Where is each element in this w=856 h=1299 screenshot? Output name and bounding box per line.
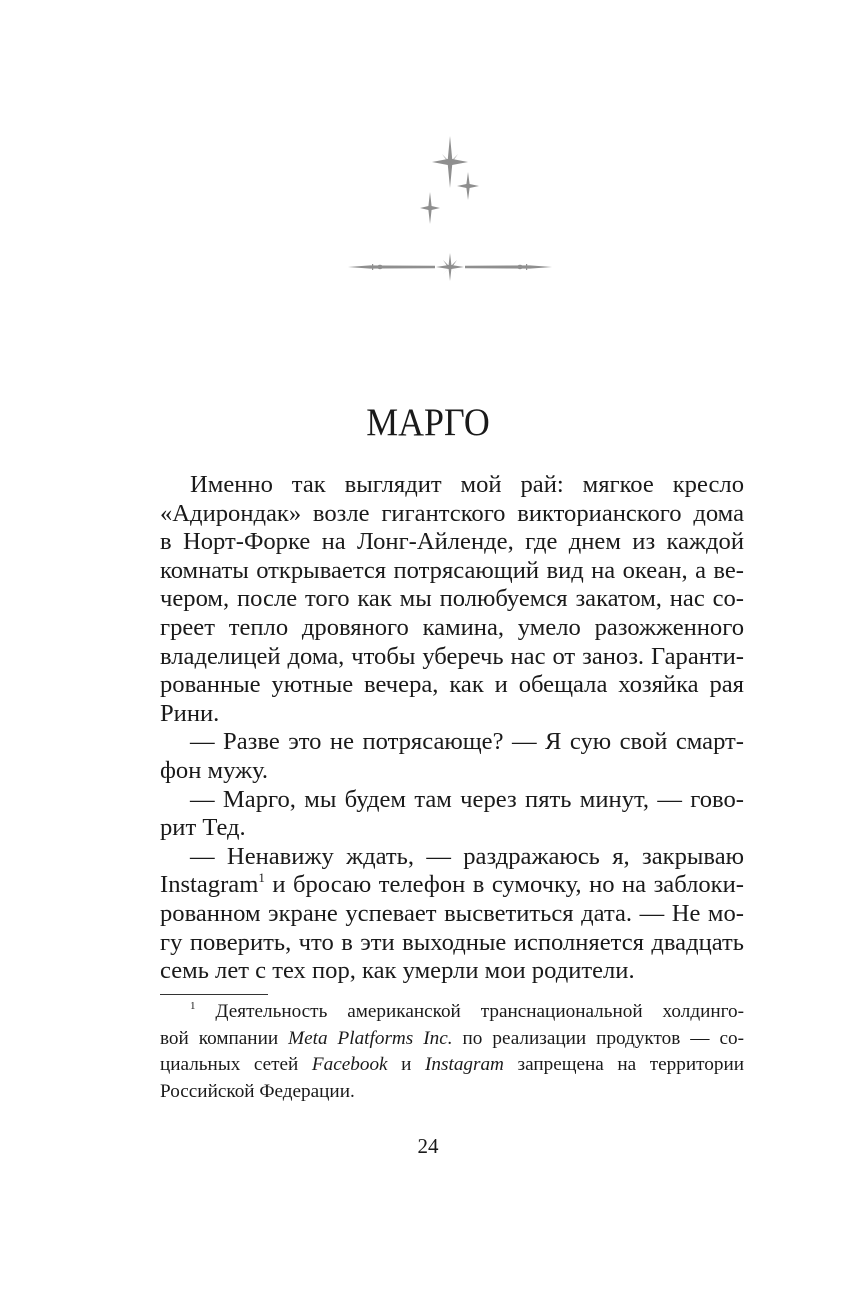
text-line: в Норт-Форке на Лонг-Айленде, где днем из каждой: [160, 528, 744, 556]
instagram-word: Instagram: [160, 871, 259, 899]
text-line: рованные уютные вечера, как и обещала хозяйка рая: [160, 671, 744, 699]
text-segment: запрещена на территории: [503, 1054, 744, 1075]
footnote-separator: [160, 994, 268, 995]
footnote-line: [160, 999, 744, 1026]
text-segment: и: [387, 1054, 426, 1075]
medium-star-icon: [457, 172, 479, 200]
footnote-line: [160, 1052, 744, 1079]
text-line: «Адирондак» возле гигантского викторианского дома: [160, 499, 744, 527]
paragraph-1: [160, 471, 744, 728]
footnote-marker[interactable]: 1: [258, 870, 265, 886]
text-line: — Ненавижу ждать, — раздражаюсь я, закрываю: [190, 842, 744, 870]
paragraph-3: [160, 786, 744, 843]
text-line: фон мужу.: [160, 756, 269, 784]
text-segment: циальных сетей: [160, 1054, 312, 1075]
text-line: чером, после того как мы полюбуемся закатом, нас со-: [160, 585, 744, 613]
text-line: Именно так выглядит мой рай: мягкое кресло: [190, 471, 744, 498]
company-name: Meta Platforms Inc.: [288, 1027, 453, 1049]
text-segment: Деятельность американской транснациональной холдинго-: [195, 1001, 744, 1022]
text-line: семь лет с тех пор, как умерли мои родители.: [160, 957, 635, 985]
body-text: [160, 471, 744, 986]
footnote-line: Российской Федерации.: [160, 1080, 355, 1102]
text-segment: вой компании: [160, 1027, 289, 1049]
text-line: греет тепло дровяного камина, умело разожженного: [160, 613, 744, 641]
footnote-number: 1: [190, 1000, 196, 1012]
text-line: рит Тед.: [160, 814, 246, 842]
paragraph-4: [160, 843, 744, 986]
product-name: Facebook: [311, 1054, 388, 1075]
chapter-title: МАРГО: [366, 401, 490, 444]
text-segment: и бросаю телефон в сумочку, но на заблоки-: [264, 871, 744, 899]
text-line: — Разве это не потрясающе? — Я сую свой смарт-: [190, 728, 744, 756]
page-number: 24: [417, 1134, 439, 1158]
text-line: комнаты открывается потрясающий вид на океан, а ве-: [160, 556, 744, 584]
text-line: — Марго, мы будем там через пять минут, — гово-: [190, 785, 744, 813]
large-star-icon: [432, 136, 468, 188]
small-star-icon: [420, 192, 440, 224]
footnote: [160, 999, 744, 1105]
text-line: рованном экране успевает высветиться дата. — Не мо-: [160, 899, 744, 927]
text-line: гу поверить, что в эти выходные исполняется двадцать: [160, 928, 744, 956]
text-line: [160, 871, 744, 900]
product-name: Instagram: [425, 1054, 504, 1075]
divider-center-star-icon: [436, 253, 464, 281]
text-line: владелицей дома, чтобы уберечь нас от заноз. Гаранти-: [160, 642, 744, 670]
paragraph-2: [160, 728, 744, 785]
divider-line-icon: [348, 253, 552, 281]
text-segment: по реализации продуктов — со-: [452, 1027, 744, 1049]
text-line: Рини.: [160, 699, 220, 727]
footnote-line: [160, 1026, 744, 1053]
stars-and-divider-ornament: [340, 130, 560, 290]
